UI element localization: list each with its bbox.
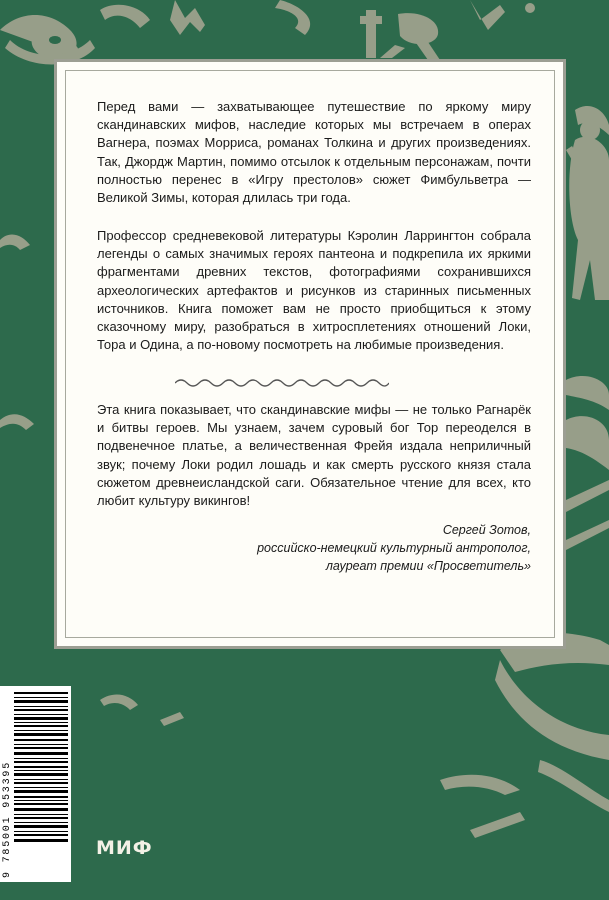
signature-name: Сергей Зотов, — [442, 523, 531, 537]
barcode-image — [14, 692, 68, 842]
signature-role: российско-немецкий культурный антрополог, — [257, 541, 531, 556]
publisher-logo: МИФ — [96, 837, 153, 859]
description-paragraph-1: Перед вами — захватывающее путешествие по яркому миру скандинавских мифов, наследие которых мы встречаем в операх Вагнера, поэмах Морриса, романах Толкина и других произведениях. Так, Джордж Мартин, помимо отсылок к отдельным персонажам, почти полностью перенес в «Игру престолов» сюжет Фимбульветра — Великой Зимы, которая длилась три года. — [97, 99, 531, 206]
quote-paragraph: Эта книга показывает, что скандинавские мифы — не только Рагнарёк и битвы героев. Мы узнаем, зачем суровый бог Тор переоделся в подвенечное платье, а величественная Фрейя издала неприличный звук; почему Локи родил лошадь и как смерть русского князя стала сюжетом древнеисландской саги. Обязательное чтение для всех, кто любит культуру викингов! — [97, 402, 531, 509]
wave-divider — [175, 377, 389, 389]
signature-award: лауреат премии «Просветитель» — [325, 559, 531, 574]
description-paragraph-2: Профессор средневековой литературы Кэролин Ларрингтон собрала легенды о самых значимых героях пантеона и подкрепила их яркими фрагментами древних текстов, фотографиями сохранившихся археологических артефактов и рисунков из старинных письменных источников. Книга поможет вам не просто приобщиться к этому сказочному миру, разобраться в хитросплетениях отношений Локи, Тора и Одина, а по-новому посмотреть на любимые произведения. — [97, 228, 531, 353]
isbn-digits: 9 785001 953395 — [2, 760, 13, 878]
text-panel — [54, 59, 566, 649]
quote-signature — [97, 521, 531, 576]
